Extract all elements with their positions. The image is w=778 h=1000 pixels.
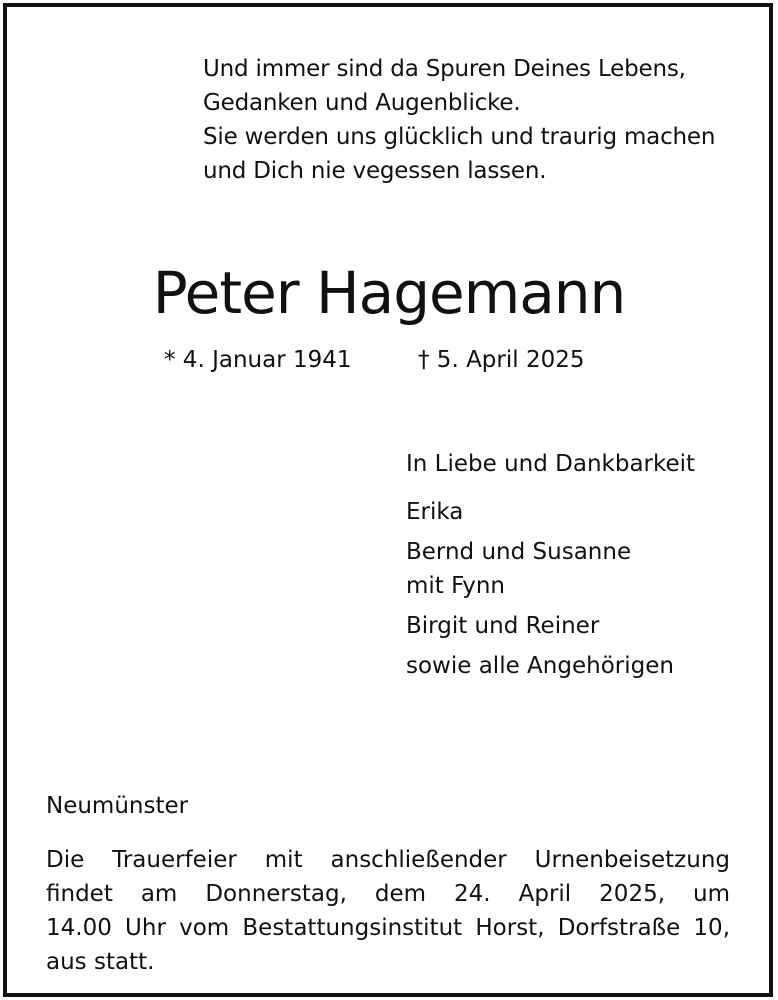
birth-date: * 4. Januar 1941 bbox=[164, 347, 352, 373]
verse-line: und Dich nie vegessen lassen. bbox=[203, 158, 547, 184]
verse-line: Gedanken und Augenblicke. bbox=[203, 90, 521, 116]
memorial-verse bbox=[203, 52, 715, 188]
verse-line: Und immer sind da Spuren Deines Lebens, bbox=[203, 56, 686, 82]
family-member bbox=[406, 609, 695, 643]
place-name: Neumünster bbox=[46, 793, 189, 819]
family-member-line: mit Fynn bbox=[406, 573, 506, 599]
verse-line: Sie werden uns glücklich und traurig machen bbox=[203, 124, 716, 150]
family-member bbox=[406, 495, 695, 529]
family-member bbox=[406, 535, 695, 603]
family-member bbox=[406, 649, 695, 683]
family-member-line: sowie alle Angehörigen bbox=[406, 653, 674, 679]
death-date: † 5. April 2025 bbox=[418, 347, 585, 373]
notice-line: 14.00 Uhr vom Bestattungsinstitut Horst, Dorfstraße 10, bbox=[46, 915, 730, 941]
family-member-line: Erika bbox=[406, 499, 464, 525]
family-intro: In Liebe und Dankbarkeit bbox=[406, 451, 696, 477]
notice-line: findet am Donnerstag, dem 24. April 2025, um bbox=[46, 881, 730, 907]
notice-line: Die Trauerfeier mit anschließender Urnenbeisetzung bbox=[46, 847, 730, 873]
family-signatures bbox=[406, 447, 695, 689]
deceased-name: Peter Hagemann bbox=[152, 259, 626, 327]
family-member-line: Birgit und Reiner bbox=[406, 613, 600, 639]
family-member-line: Bernd und Susanne bbox=[406, 539, 632, 565]
notice-line: aus statt. bbox=[46, 949, 155, 975]
funeral-notice bbox=[46, 843, 730, 979]
